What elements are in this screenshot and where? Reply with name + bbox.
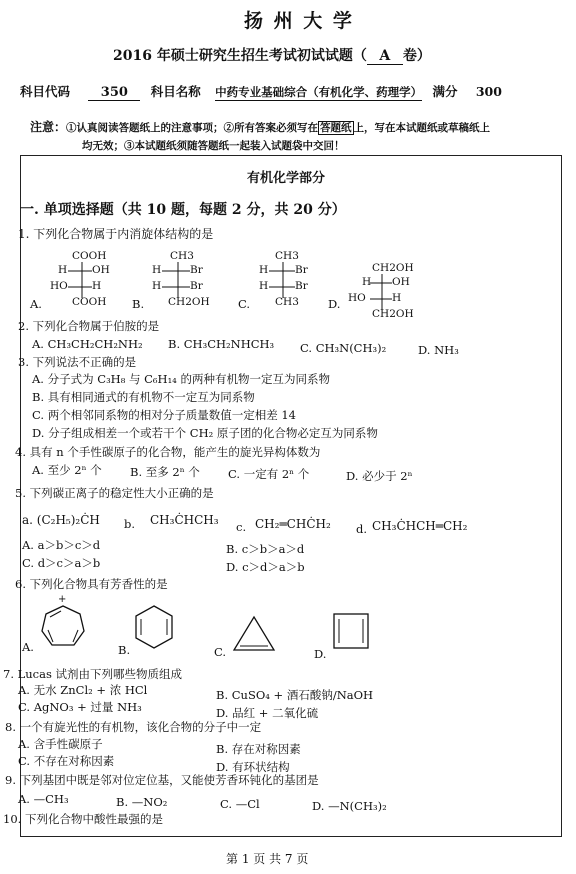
q5-cation-c: CH₂═CHĊH₂	[255, 517, 331, 531]
notice-line-1	[30, 118, 490, 135]
subject-name: 中药专业基础综合（有机化学、药理学）	[215, 85, 423, 99]
q4-option-b: B. 至多 2ⁿ 个	[130, 465, 200, 479]
q6-label-c: C.	[214, 645, 227, 659]
subject-code-label: 科目代码	[20, 84, 71, 99]
fischer-left-1: H	[259, 264, 269, 276]
q1-label-a: A.	[30, 297, 42, 311]
q4-option-c: C. 一定有 2ⁿ 个	[228, 467, 310, 481]
university-title: 扬 州 大 学	[244, 10, 354, 32]
q4-option-d: D. 必少于 2ⁿ	[346, 469, 413, 483]
fischer-right-2: Br	[295, 280, 308, 292]
notice-line-2: 均无效；③本试题纸须随答题纸一起装入试题袋中交回！	[82, 140, 345, 152]
fischer-right-1: Br	[295, 264, 308, 276]
q7-option-d: D. 品红 + 二氧化硫	[216, 706, 319, 720]
fischer-top: CH2OH	[372, 262, 414, 274]
subject-code: 350	[88, 85, 140, 101]
q1-stem: 1. 下列化合物属于内消旋体结构的是	[18, 227, 214, 241]
q1-fischer-d	[348, 262, 438, 324]
q8-option-d: D. 有环状结构	[216, 760, 290, 774]
fischer-bottom: CH2OH	[168, 296, 210, 308]
q6-cyclopropene-icon	[232, 614, 282, 654]
notice-answer-sheet-box: 答题纸	[320, 122, 352, 134]
q3-option-a: A. 分子式为 C₃H₈ 与 C₆H₁₄ 的两种有机物一定互为同系物	[32, 372, 330, 386]
q6-label-b: B.	[118, 643, 131, 657]
fischer-top: COOH	[72, 250, 107, 262]
q8-option-b: B. 存在对称因素	[216, 742, 301, 756]
q2-option-d: D. NH₃	[418, 343, 459, 357]
fischer-left-2: H	[259, 280, 269, 292]
paper-suffix: 卷）	[402, 48, 431, 64]
fischer-left-2: HO	[50, 280, 68, 292]
q3-option-c: C. 两个相邻同系物的相对分子质量数值一定相差 14	[32, 408, 296, 422]
q7-option-b: B. CuSO₄ + 酒石酸钠/NaOH	[216, 688, 374, 702]
fischer-right-2: H	[92, 280, 102, 292]
q7-option-a: A. 无水 ZnCl₂ + 浓 HCl	[18, 683, 148, 697]
fischer-lines	[348, 262, 438, 324]
q5-cation-b: CH₃ĊHCH₃	[150, 513, 219, 527]
section-title: 有机化学部分	[247, 171, 326, 186]
part1-title: 一. 单项选择题（共 10 题，每题 2 分，共 20 分）	[20, 202, 346, 218]
fischer-bottom: COOH	[72, 296, 107, 308]
q9-option-b: B. —NO₂	[116, 795, 168, 809]
q8-option-a: A. 含手性碳原子	[18, 737, 103, 751]
full-score: 300	[475, 84, 502, 99]
q5-option-b: B. c＞b＞a＞d	[226, 542, 305, 556]
fischer-right-2: H	[392, 292, 402, 304]
q6-tropylium-plus: +	[58, 594, 67, 605]
q1-label-b: B.	[132, 297, 145, 311]
q8-stem: 8. 一个有旋光性的有机物，该化合物的分子中一定	[5, 720, 262, 734]
page-footer: 第 1 页 共 7 页	[226, 852, 309, 866]
q3-stem: 3. 下列说法不正确的是	[18, 355, 137, 369]
fischer-lines	[50, 250, 130, 312]
q5-option-a: A. a＞b＞c＞d	[22, 538, 101, 552]
q7-option-c: C. AgNO₃ + 过量 NH₃	[18, 700, 142, 714]
subject-row	[20, 82, 560, 101]
q5-label-c: c.	[236, 520, 247, 534]
fischer-left-2: H	[152, 280, 162, 292]
q1-label-d: D.	[328, 297, 341, 311]
fischer-bottom: CH3	[275, 296, 299, 308]
q9-stem: 9. 下列基团中既是邻对位定位基，又能使芳香环钝化的基团是	[5, 773, 319, 787]
fischer-right-1: Br	[190, 264, 203, 276]
subject-name-label: 科目名称	[150, 84, 201, 99]
fischer-right-1: OH	[392, 276, 410, 288]
q5-label-d: d.	[356, 522, 368, 536]
q3-option-d: D. 分子组成相差一个或若干个 CH₂ 原子团的化合物必定互为同系物	[32, 426, 378, 440]
q10-stem: 10. 下列化合物中酸性最强的是	[3, 812, 163, 826]
fischer-bottom: CH2OH	[372, 308, 414, 320]
exam-title-text: 2016 年硕士研究生招生考试初试试题（	[113, 48, 367, 64]
notice-text-1b: 上，写在本试题纸或草稿纸上	[353, 122, 491, 134]
q8-option-c: C. 不存在对称因素	[18, 754, 115, 768]
q4-option-a: A. 至少 2ⁿ 个	[32, 463, 102, 477]
q5-cation-d: CH₃ĊHCH═CH₂	[372, 519, 468, 533]
q1-fischer-c	[255, 250, 335, 312]
q6-stem: 6. 下列化合物具有芳香性的是	[15, 577, 168, 591]
q9-option-a: A. —CH₃	[18, 792, 69, 806]
q5-option-d: D. c＞d＞a＞b	[226, 560, 305, 574]
fischer-left-1: H	[152, 264, 162, 276]
q7-stem: 7. Lucas 试剂由下列哪些物质组成	[3, 667, 183, 681]
q6-label-a: A.	[22, 640, 34, 654]
q5-label-b: b.	[124, 517, 136, 531]
q5-stem: 5. 下列碳正离子的稳定性大小正确的是	[15, 486, 214, 500]
notice-text-1a: ①认真阅读答题纸上的注意事项；②所有答案必须写在	[66, 122, 319, 134]
fischer-left-1: H	[362, 276, 372, 288]
q6-tropylium-icon	[38, 602, 88, 652]
q2-option-c: C. CH₃N(CH₃)₂	[300, 341, 387, 355]
q6-cyclobutadiene-icon	[332, 612, 372, 652]
q9-option-d: D. —N(CH₃)₂	[312, 799, 387, 813]
fischer-right-2: Br	[190, 280, 203, 292]
q2-option-b: B. CH₃CH₂NHCH₃	[168, 337, 275, 351]
q6-cyclohexadiene-icon	[132, 604, 182, 654]
notice-label: 注意：	[30, 120, 67, 134]
q9-option-c: C. —Cl	[220, 797, 260, 811]
fischer-right-1: OH	[92, 264, 110, 276]
q4-stem: 4. 具有 n 个手性碳原子的化合物，能产生的旋光异构体数为	[15, 445, 321, 459]
q1-label-c: C.	[238, 297, 251, 311]
fischer-left-1: H	[58, 264, 68, 276]
fischer-top: CH3	[170, 250, 194, 262]
paper-version: A	[367, 48, 403, 65]
exam-title	[113, 45, 431, 65]
q5-cation-a: a. (C₂H₅)₂ĊH	[22, 513, 100, 527]
q3-option-b: B. 具有相同通式的有机物不一定互为同系物	[32, 390, 255, 404]
fischer-top: CH3	[275, 250, 299, 262]
q6-label-d: D.	[314, 647, 327, 661]
q2-option-a: A. CH₃CH₂CH₂NH₂	[32, 337, 143, 351]
q2-stem: 2. 下列化合物属于伯胺的是	[18, 319, 160, 333]
fischer-lines	[148, 250, 228, 312]
q1-fischer-a	[50, 250, 130, 312]
q5-option-c: C. d＞c＞a＞b	[22, 556, 101, 570]
full-score-label: 满分	[432, 84, 458, 99]
q1-fischer-b	[148, 250, 228, 312]
fischer-left-2: HO	[348, 292, 366, 304]
fischer-lines	[255, 250, 335, 312]
